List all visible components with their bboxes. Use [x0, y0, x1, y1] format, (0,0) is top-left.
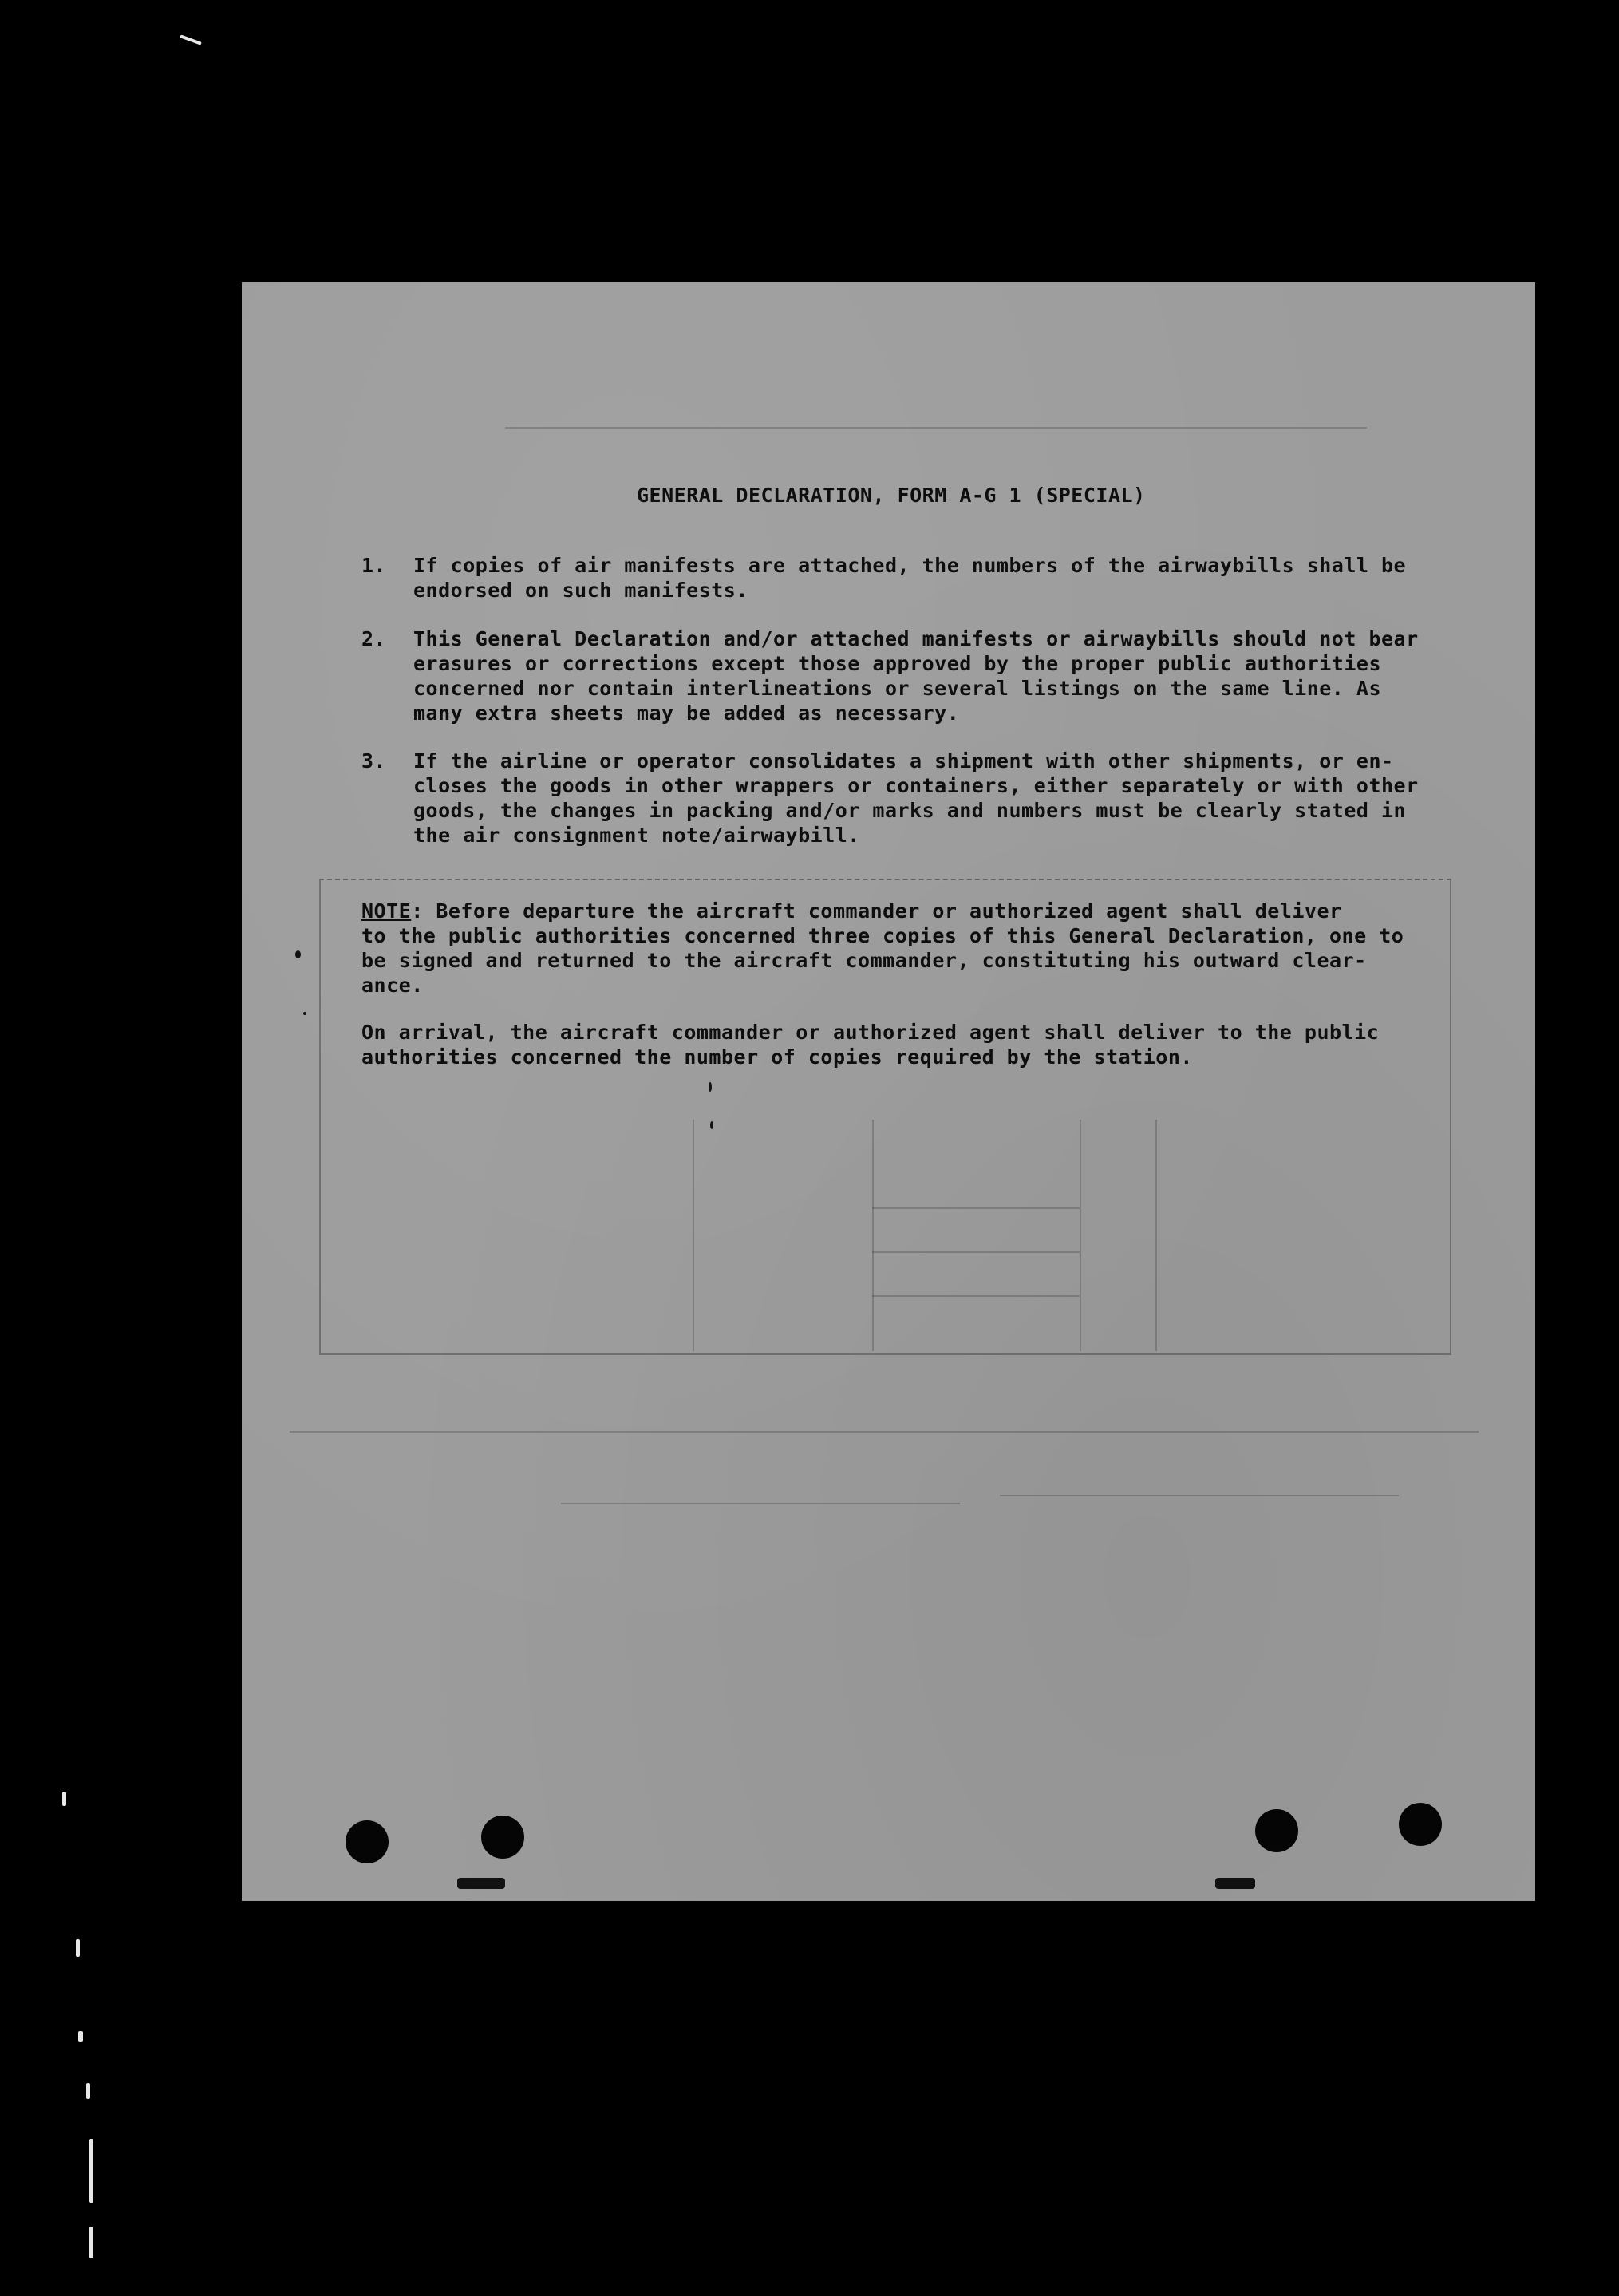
paper-tear-mark — [1215, 1878, 1255, 1889]
instruction-item — [361, 553, 1451, 603]
bleed-through-line — [561, 1503, 960, 1504]
ink-speck — [709, 1082, 712, 1092]
bleed-through-line — [505, 427, 1367, 429]
bleed-through-text — [545, 326, 552, 352]
item-number: 2. — [361, 627, 387, 650]
note-label: NOTE — [361, 899, 412, 923]
punch-hole — [1399, 1803, 1442, 1846]
note-colon: : — [411, 899, 424, 923]
arrival-text: On arrival, the aircraft commander or authorized agent shall deliver to the public authorities concerned the number of copies required by the station. — [361, 1021, 1380, 1069]
ink-speck — [303, 1012, 306, 1015]
item-text: If the airline or operator consolidates a shipment with other shipments, or en- closes the goods in other wrappers or containers, either separately or with other goods, the changes in packing and/or marks and numbers must be clearly stated in the air consignment note/airwaybill. — [413, 749, 1419, 847]
item-text: This General Declaration and/or attached manifests or airwaybills should not bear erasures or corrections except those approved by the proper public authorities concerned nor contain interlineations or several listings on the same line. As many extra sheets may be added as necessary. — [413, 627, 1419, 725]
paper-tear-mark — [457, 1878, 505, 1889]
punch-hole — [346, 1820, 389, 1863]
instruction-item — [361, 626, 1451, 725]
scan-artifact-mark — [78, 2031, 83, 2042]
page-title: GENERAL DECLARATION, FORM A-G 1 (SPECIAL) — [637, 484, 1146, 507]
scan-artifact-mark — [62, 1792, 66, 1806]
scan-artifact-mark — [76, 1939, 80, 1957]
scan-artifact-mark — [86, 2083, 90, 2099]
item-text: If copies of air manifests are attached, the numbers of the airwaybills shall be endorsed on such manifests. — [413, 554, 1407, 602]
punch-hole — [1255, 1809, 1298, 1852]
ink-speck — [295, 950, 301, 958]
bleed-through-line — [1000, 1495, 1399, 1496]
instruction-item — [361, 749, 1451, 848]
document-page — [242, 282, 1535, 1901]
note-text: Before departure the aircraft commander or authorized agent shall deliver to the public authorities concerned three copies of this General Declaration, one to be signed and returned to the aircraft commander, constituting his outward clear- ance. — [361, 899, 1404, 997]
scan-artifact-mark — [89, 2139, 93, 2203]
item-number: 1. — [361, 554, 387, 577]
bleed-through-line — [290, 1431, 1479, 1433]
note-section — [361, 899, 1455, 998]
scan-artifact-mark — [89, 2227, 93, 2258]
scan-artifact-mark — [180, 34, 202, 45]
item-number: 3. — [361, 749, 387, 773]
punch-hole — [481, 1816, 524, 1859]
ink-speck — [710, 1121, 713, 1129]
